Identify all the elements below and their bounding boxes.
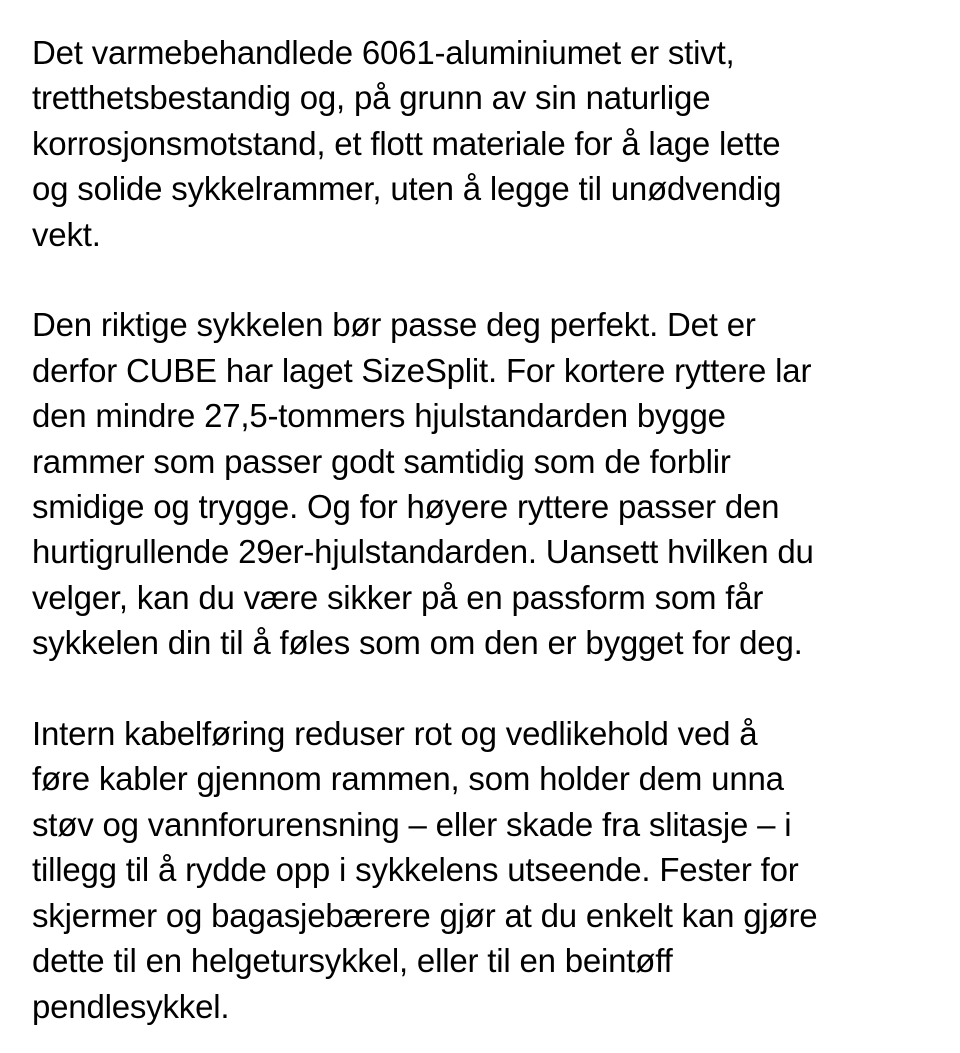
text-line: pendlesykkel. [32, 987, 230, 1025]
text-line: den mindre 27,5-tommers hjulstandarden bygge [32, 397, 726, 435]
paragraph-sizesplit [32, 302, 932, 665]
text-line: sykkelen din til å føles som om den er bygget for deg. [32, 624, 803, 662]
paragraph-cable-routing [32, 711, 932, 1029]
text-line: dette til en helgetursykkel, eller til en beintøff [32, 942, 673, 980]
text-line: føre kabler gjennom rammen, som holder dem unna [32, 760, 784, 798]
text-line: vekt. [32, 215, 101, 253]
text-line: hurtigrullende 29er-hjulstandarden. Uansett hvilken du [32, 533, 814, 571]
paragraph-material [32, 30, 932, 257]
text-line: Intern kabelføring reduser rot og vedlikehold ved å [32, 715, 758, 753]
text-line: tillegg til å rydde opp i sykkelens utseende. Fester for [32, 851, 799, 889]
text-line: korrosjonsmotstand, et flott materiale for å lage lette [32, 124, 781, 162]
text-line: skjermer og bagasjebærere gjør at du enkelt kan gjøre [32, 896, 818, 934]
text-line: og solide sykkelrammer, uten å legge til unødvendig [32, 170, 782, 208]
text-line: smidige og trygge. Og for høyere ryttere passer den [32, 488, 780, 526]
text-line: tretthetsbestandig og, på grunn av sin naturlige [32, 79, 711, 117]
text-line: Den riktige sykkelen bør passe deg perfekt. Det er [32, 306, 756, 344]
text-line: støv og vannforurensning – eller skade fra slitasje – i [32, 805, 792, 843]
text-line: derfor CUBE har laget SizeSplit. For kortere ryttere lar [32, 351, 812, 389]
text-line: Det varmebehandlede 6061-aluminiumet er stivt, [32, 34, 735, 71]
text-line: rammer som passer godt samtidig som de forblir [32, 442, 731, 480]
article-body [32, 30, 932, 1029]
text-line: velger, kan du være sikker på en passform som får [32, 578, 764, 616]
